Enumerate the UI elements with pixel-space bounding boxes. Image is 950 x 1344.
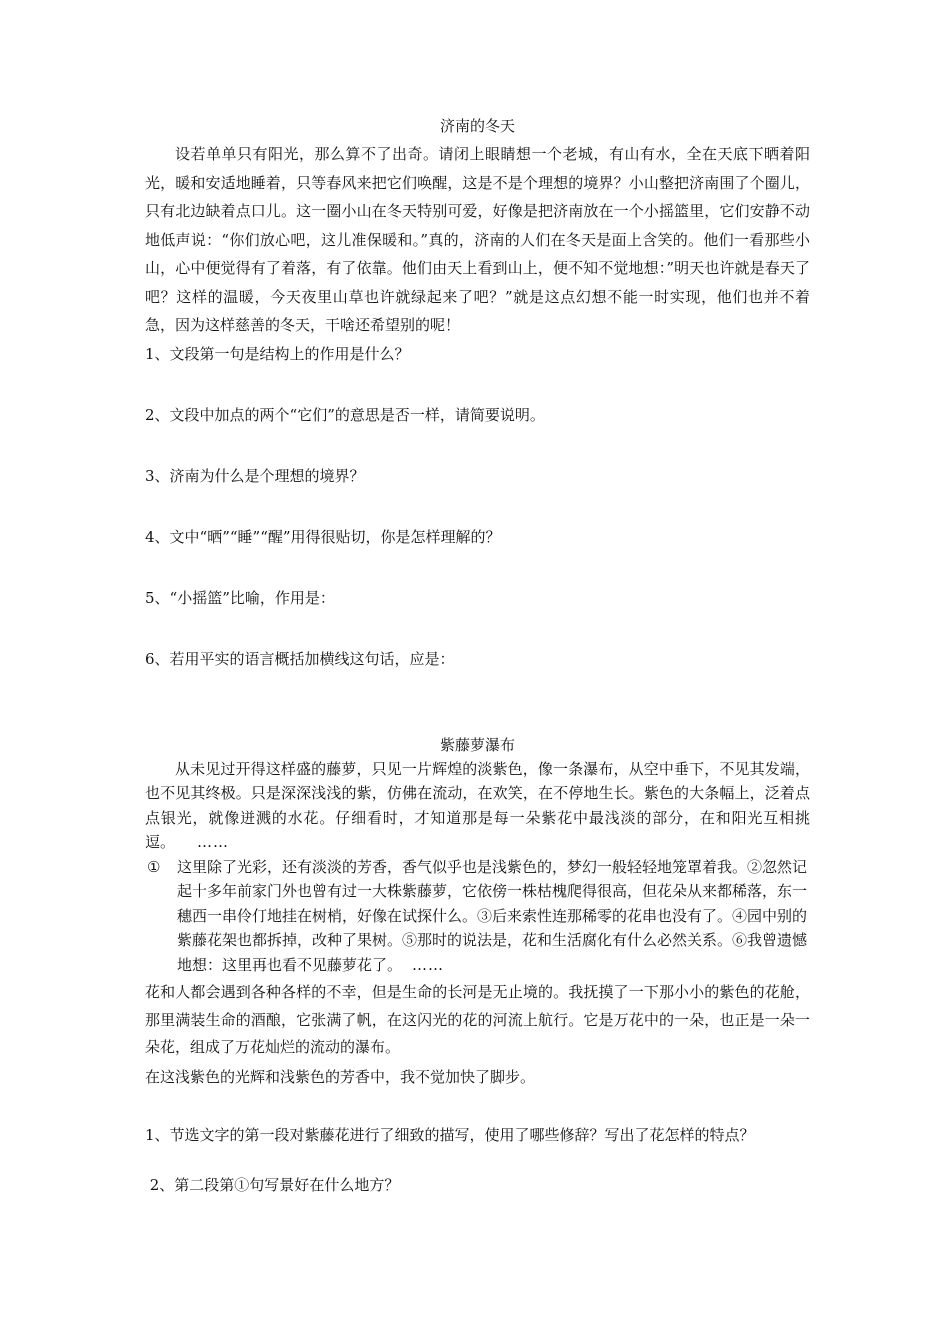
article2-question-2: 2、第二段第①句写景好在什么地方？ — [145, 1176, 400, 1194]
answer-space — [145, 429, 810, 462]
section-gap — [145, 673, 810, 733]
numbered-marker: ① — [147, 857, 161, 876]
ellipsis-2: …… — [412, 955, 445, 974]
article2-numbered-paragraph — [145, 855, 810, 978]
numbered-text: 这里除了光彩，还有淡淡的芳香，香气似乎也是浅紫色的，梦幻一般轻轻地笼罩着我。②忽然记起十多年前家门外也曾有过一大株紫藤萝，它依傍一株枯槐爬得很高，但花朵从来都稀落，东一穗西一串伶仃地挂在树梢，好像在试探什么。③后来索性连那稀零的花串也没有了。④园中别的紫藤花架也都拆掉，改种了果树。⑤那时的说法是，花和生活腐化有什么必然关系。⑥我曾遗憾地想：这里再也看不见藤萝花了。 — [177, 857, 808, 974]
ellipsis-1: …… — [197, 833, 230, 851]
article1-question-1: 1、文段第一句是结构上的作用是什么？ — [145, 344, 410, 363]
answer-space — [145, 551, 810, 584]
article2-title: 紫藤萝瀑布 — [439, 735, 515, 754]
article1-title: 济南的冬天 — [439, 117, 515, 135]
article1-question-6: 6、若用平实的语言概括加横线这句话，应是： — [145, 649, 455, 668]
answer-space — [145, 1149, 810, 1171]
answer-space — [145, 490, 810, 523]
article2-question-1: 1、节选文字的第一段对紫藤花进行了细致的描写，使用了哪些修辞？写出了花怎样的特点？ — [145, 1126, 755, 1144]
article2-body-3: 在这浅紫色的光辉和浅紫色的芳香中，我不觉加快了脚步。 — [145, 1067, 536, 1086]
answer-space — [145, 368, 810, 401]
answer-space — [145, 612, 810, 645]
document-page — [145, 112, 810, 1199]
article1-question-3: 3、济南为什么是个理想的境界？ — [145, 466, 365, 485]
article2-body-1-text: 从未见过开得这样盛的藤萝，只见一片辉煌的淡紫色，像一条瀑布，从空中垂下，不见其发端，也不见其终极。只是深深浅浅的紫，仿佛在流动，在欢笑，在不停地生长。紫色的大条幅上，泛着点点银光，就像迸溅的水花。仔细看时，才知道那是每一朵紫花中最浅淡的部分，在和阳光互相挑逗。 — [145, 759, 810, 851]
article1-question-2: 2、文段中加点的两个“它们”的意思是否一样，请简要说明。 — [145, 405, 545, 424]
article1-question-4: 4、文中“晒”“睡”“醒”用得很贴切，你是怎样理解的？ — [145, 527, 501, 546]
article1-question-5: 5、“小摇篮”比喻，作用是： — [145, 588, 335, 607]
article2-body-2: 花和人都会遇到各种各样的不幸，但是生命的长河是无止境的。我抚摸了一下那小小的紫色的花舱，那里满装生命的酒酿，它张满了帆，在这闪光的花的河流上航行。它是万花中的一朵，也正是一朵一朵花，组成了万花灿烂的流动的瀑布。 — [145, 983, 810, 1056]
answer-space — [145, 1091, 810, 1121]
article2-body-1 — [145, 757, 810, 855]
article1-body: 设若单单只有阳光，那么算不了出奇。请闭上眼睛想一个老城，有山有水，全在天底下晒着阳光，暖和安适地睡着，只等春风来把它们唤醒，这是不是个理想的境界？小山整把济南围了个圈儿，只有北边缺着点口儿。这一圈小山在冬天特别可爱，好像是把济南放在一个小摇篮里，它们安静不动地低声说：“你们放心吧，这儿准保暖和。”真的，济南的人们在冬天是面上含笑的。他们一看那些小山，心中便觉得有了着落，有了依靠。他们由天上看到山上，便不知不觉地想：”明天也许就是春天了吧？这样的温暖，今天夜里山草也许就绿起来了吧？”就是这点幻想不能一时实现，他们也并不着急，因为这样慈善的冬天，干啥还希望别的呢！ — [145, 145, 810, 334]
